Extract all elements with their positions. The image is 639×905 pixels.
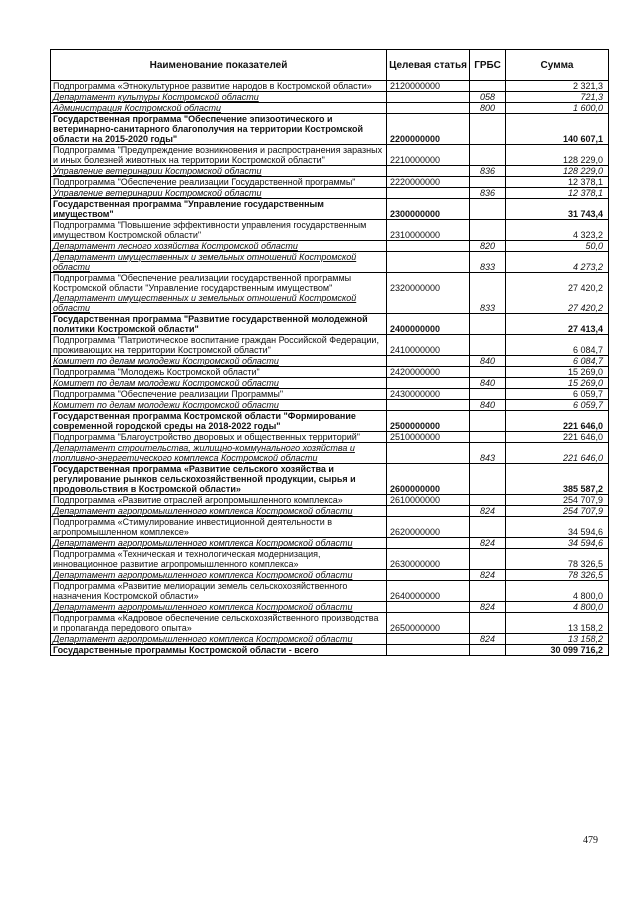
- row-grbs: 824: [470, 602, 506, 613]
- row-name-subprogram: Подпрограмма "Обеспечение реализации государственной программы Костромской области "Управление государственным имуществом": [53, 273, 352, 293]
- row-grbs: [470, 367, 506, 378]
- table-row: [51, 538, 609, 549]
- row-grbs: [470, 517, 506, 538]
- row-name: Департамент культуры Костромской области: [51, 92, 387, 103]
- table-row: [51, 549, 609, 570]
- row-sum: [506, 273, 609, 314]
- row-code: 2400000000: [387, 314, 470, 335]
- row-name: Департамент агропромышленного комплекса Костромской области: [51, 634, 387, 645]
- row-name: Государственная программа Костромской области "Формирование современной городской среды на 2018-2022 годы": [51, 411, 387, 432]
- header-sum: Сумма: [506, 50, 609, 81]
- row-code: [387, 103, 470, 114]
- row-name: Подпрограмма «Кадровое обеспечение сельскохозяйственного производства и пропаганда передового опыта»: [51, 613, 387, 634]
- row-code: 2640000000: [387, 581, 470, 602]
- row-grbs: [470, 432, 506, 443]
- table-row: [51, 335, 609, 356]
- row-code: 2650000000: [387, 613, 470, 634]
- budget-table: [50, 49, 609, 656]
- row-code: [387, 506, 470, 517]
- row-code: 2320000000: [387, 273, 470, 314]
- row-code: [387, 634, 470, 645]
- row-name: Государственная программа "Обеспечение эпизоотического и ветеринарно-санитарного благополучия на территории Костромской области на 2015-2020 годы": [51, 114, 387, 145]
- table-row: [51, 314, 609, 335]
- table-row: [51, 645, 609, 656]
- row-sum: 4 800,0: [506, 602, 609, 613]
- table-row: [51, 177, 609, 188]
- table-row: [51, 92, 609, 103]
- row-code: [387, 356, 470, 367]
- row-grbs: 843: [470, 443, 506, 464]
- row-grbs: [470, 335, 506, 356]
- row-name: Департамент строительства, жилищно-коммунального хозяйства и топливно-энергетического комплекса Костромской области: [51, 443, 387, 464]
- row-sum: 6 059,7: [506, 389, 609, 400]
- table-row: [51, 273, 609, 314]
- table-row: [51, 411, 609, 432]
- table-row: [51, 252, 609, 273]
- row-sum: 31 743,4: [506, 199, 609, 220]
- table-header-row: [51, 50, 609, 81]
- table-row: [51, 81, 609, 92]
- row-sum: 140 607,1: [506, 114, 609, 145]
- table-row: [51, 570, 609, 581]
- row-name: Департамент агропромышленного комплекса Костромской области: [51, 602, 387, 613]
- row-grbs: 824: [470, 538, 506, 549]
- table-row: [51, 613, 609, 634]
- table-row: [51, 166, 609, 177]
- row-sum: 12 378,1: [506, 177, 609, 188]
- row-sum: 78 326,5: [506, 570, 609, 581]
- row-code: 2610000000: [387, 495, 470, 506]
- row-sum: 721,3: [506, 92, 609, 103]
- row-name: Подпрограмма «Этнокультурное развитие народов в Костромской области»: [51, 81, 387, 92]
- row-code: 2310000000: [387, 220, 470, 241]
- table-row: [51, 517, 609, 538]
- row-name: Государственная программа «Развитие сельского хозяйства и регулирование рынков сельскохозяйственной продукции, сырья и продовольствия в Костромской области»: [51, 464, 387, 495]
- row-code: 2510000000: [387, 432, 470, 443]
- row-name: Подпрограмма "Повышение эффективности управления государственным имуществом Костромской области": [51, 220, 387, 241]
- row-sum: 50,0: [506, 241, 609, 252]
- row-sum: 254 707,9: [506, 506, 609, 517]
- row-grbs: [470, 495, 506, 506]
- row-code: [387, 538, 470, 549]
- row-sum: 221 646,0: [506, 432, 609, 443]
- row-grbs: [470, 645, 506, 656]
- row-sum: 4 800,0: [506, 581, 609, 602]
- row-sum: 15 269,0: [506, 367, 609, 378]
- row-code: 2200000000: [387, 114, 470, 145]
- row-grbs: 820: [470, 241, 506, 252]
- row-sum: 221 646,0: [506, 443, 609, 464]
- row-code: [387, 645, 470, 656]
- row-name: Департамент агропромышленного комплекса Костромской области: [51, 506, 387, 517]
- row-sum: 6 084,7: [506, 335, 609, 356]
- table-row: [51, 367, 609, 378]
- row-code: 2410000000: [387, 335, 470, 356]
- row-code: 2620000000: [387, 517, 470, 538]
- header-grbs: ГРБС: [470, 50, 506, 81]
- table-row: [51, 389, 609, 400]
- row-code: 2300000000: [387, 199, 470, 220]
- row-name: Департамент агропромышленного комплекса Костромской области: [51, 538, 387, 549]
- table-row: [51, 188, 609, 199]
- row-code: 2600000000: [387, 464, 470, 495]
- table-row: [51, 103, 609, 114]
- row-sum: 4 323,2: [506, 220, 609, 241]
- row-code: [387, 241, 470, 252]
- row-sum: 34 594,6: [506, 538, 609, 549]
- row-code: [387, 400, 470, 411]
- row-sum: 385 587,2: [506, 464, 609, 495]
- row-name: Подпрограмма "Обеспечение реализации Государственной программы": [51, 177, 387, 188]
- table-row: [51, 602, 609, 613]
- row-sum-department: 27 420,2: [567, 303, 603, 313]
- row-code: 2220000000: [387, 177, 470, 188]
- row-code: [387, 252, 470, 273]
- row-sum: 78 326,5: [506, 549, 609, 570]
- row-grbs: 840: [470, 400, 506, 411]
- row-sum: 2 321,3: [506, 81, 609, 92]
- header-article: Целевая статья: [387, 50, 470, 81]
- table-row: [51, 220, 609, 241]
- row-sum: 6 084,7: [506, 356, 609, 367]
- row-grbs: 058: [470, 92, 506, 103]
- row-sum: 6 059,7: [506, 400, 609, 411]
- row-grbs: 840: [470, 378, 506, 389]
- row-name: Подпрограмма "Благоустройство дворовых и общественных территорий": [51, 432, 387, 443]
- row-grbs: [470, 145, 506, 166]
- row-sum: 12 378,1: [506, 188, 609, 199]
- row-name: Комитет по делам молодежи Костромской области: [51, 378, 387, 389]
- row-grbs: [470, 411, 506, 432]
- row-name: Подпрограмма «Техническая и технологическая модернизация, инновационное развитие агропромышленного комплекса»: [51, 549, 387, 570]
- row-code: [387, 602, 470, 613]
- row-grbs: 824: [470, 506, 506, 517]
- row-grbs: 800: [470, 103, 506, 114]
- row-grbs: [470, 114, 506, 145]
- row-name-department: Департамент имущественных и земельных отношений Костромской области: [53, 293, 357, 313]
- row-code: 2430000000: [387, 389, 470, 400]
- row-grbs: [470, 220, 506, 241]
- row-sum: 128 229,0: [506, 166, 609, 177]
- row-sum: 4 273,2: [506, 252, 609, 273]
- row-name: Администрация Костромской области: [51, 103, 387, 114]
- table-row: [51, 114, 609, 145]
- row-name: Государственная программа "Управление государственным имуществом": [51, 199, 387, 220]
- row-sum: 1 600,0: [506, 103, 609, 114]
- row-code: 2500000000: [387, 411, 470, 432]
- row-name: Подпрограмма "Обеспечение реализации Программы": [51, 389, 387, 400]
- row-name: Управление ветеринарии Костромской области: [51, 166, 387, 177]
- table-row: [51, 581, 609, 602]
- row-name: Подпрограмма «Развитие отраслей агропромышленного комплекса»: [51, 495, 387, 506]
- table-row: [51, 400, 609, 411]
- row-grbs: [470, 177, 506, 188]
- row-name: Управление ветеринарии Костромской области: [51, 188, 387, 199]
- row-grbs: 833: [470, 273, 506, 314]
- row-grbs: [470, 464, 506, 495]
- row-name: Департамент агропромышленного комплекса Костромской области: [51, 570, 387, 581]
- row-grbs: [470, 549, 506, 570]
- row-code: [387, 443, 470, 464]
- row-name: Государственная программа "Развитие государственной молодежной политики Костромской области": [51, 314, 387, 335]
- row-name: Департамент имущественных и земельных отношений Костромской области: [51, 252, 387, 273]
- row-sum: 128 229,0: [506, 145, 609, 166]
- row-code: [387, 570, 470, 581]
- row-grbs: [470, 613, 506, 634]
- row-name: [51, 273, 387, 314]
- row-grbs: [470, 199, 506, 220]
- row-sum: 13 158,2: [506, 613, 609, 634]
- row-sum-subprogram: 27 420,2: [567, 283, 603, 293]
- row-sum: 221 646,0: [506, 411, 609, 432]
- row-grbs: 824: [470, 570, 506, 581]
- page-number: 479: [583, 835, 598, 846]
- row-name: Подпрограмма "Молодежь Костромской области": [51, 367, 387, 378]
- row-sum: 15 269,0: [506, 378, 609, 389]
- row-grbs: 833: [470, 252, 506, 273]
- row-code: [387, 166, 470, 177]
- row-name: Комитет по делам молодежи Костромской области: [51, 356, 387, 367]
- row-grbs: 824: [470, 634, 506, 645]
- row-code: [387, 92, 470, 103]
- row-sum: 30 099 716,2: [506, 645, 609, 656]
- table-row: [51, 432, 609, 443]
- table-row: [51, 378, 609, 389]
- row-name: Подпрограмма "Патриотическое воспитание граждан Российской Федерации, проживающих на территории Костромской области": [51, 335, 387, 356]
- row-grbs: [470, 389, 506, 400]
- row-name: Подпрограмма "Предупреждение возникновения и распространения заразных и иных болезней животных на территории Костромской области": [51, 145, 387, 166]
- row-sum: 27 413,4: [506, 314, 609, 335]
- row-grbs: 836: [470, 188, 506, 199]
- table-row: [51, 495, 609, 506]
- row-code: 2630000000: [387, 549, 470, 570]
- table-row: [51, 241, 609, 252]
- row-name: Департамент лесного хозяйства Костромской области: [51, 241, 387, 252]
- header-name: Наименование показателей: [51, 50, 387, 81]
- row-name: Подпрограмма «Развитие мелиорации земель сельскохозяйственного назначения Костромской области»: [51, 581, 387, 602]
- row-grbs: [470, 581, 506, 602]
- row-sum: 254 707,9: [506, 495, 609, 506]
- table-row: [51, 464, 609, 495]
- row-code: 2210000000: [387, 145, 470, 166]
- row-grbs: [470, 314, 506, 335]
- row-code: [387, 378, 470, 389]
- row-code: 2420000000: [387, 367, 470, 378]
- row-name: Подпрограмма «Стимулирование инвестиционной деятельности в агропромышленном комплексе»: [51, 517, 387, 538]
- row-sum: 34 594,6: [506, 517, 609, 538]
- table-row: [51, 443, 609, 464]
- table-row: [51, 506, 609, 517]
- row-grbs: 840: [470, 356, 506, 367]
- row-code: [387, 188, 470, 199]
- row-name: Государственные программы Костромской области - всего: [51, 645, 387, 656]
- table-row: [51, 145, 609, 166]
- table-row: [51, 199, 609, 220]
- row-grbs: 836: [470, 166, 506, 177]
- row-name: Комитет по делам молодежи Костромской области: [51, 400, 387, 411]
- table-row: [51, 634, 609, 645]
- row-sum: 13 158,2: [506, 634, 609, 645]
- table-row: [51, 356, 609, 367]
- row-code: 2120000000: [387, 81, 470, 92]
- row-grbs: [470, 81, 506, 92]
